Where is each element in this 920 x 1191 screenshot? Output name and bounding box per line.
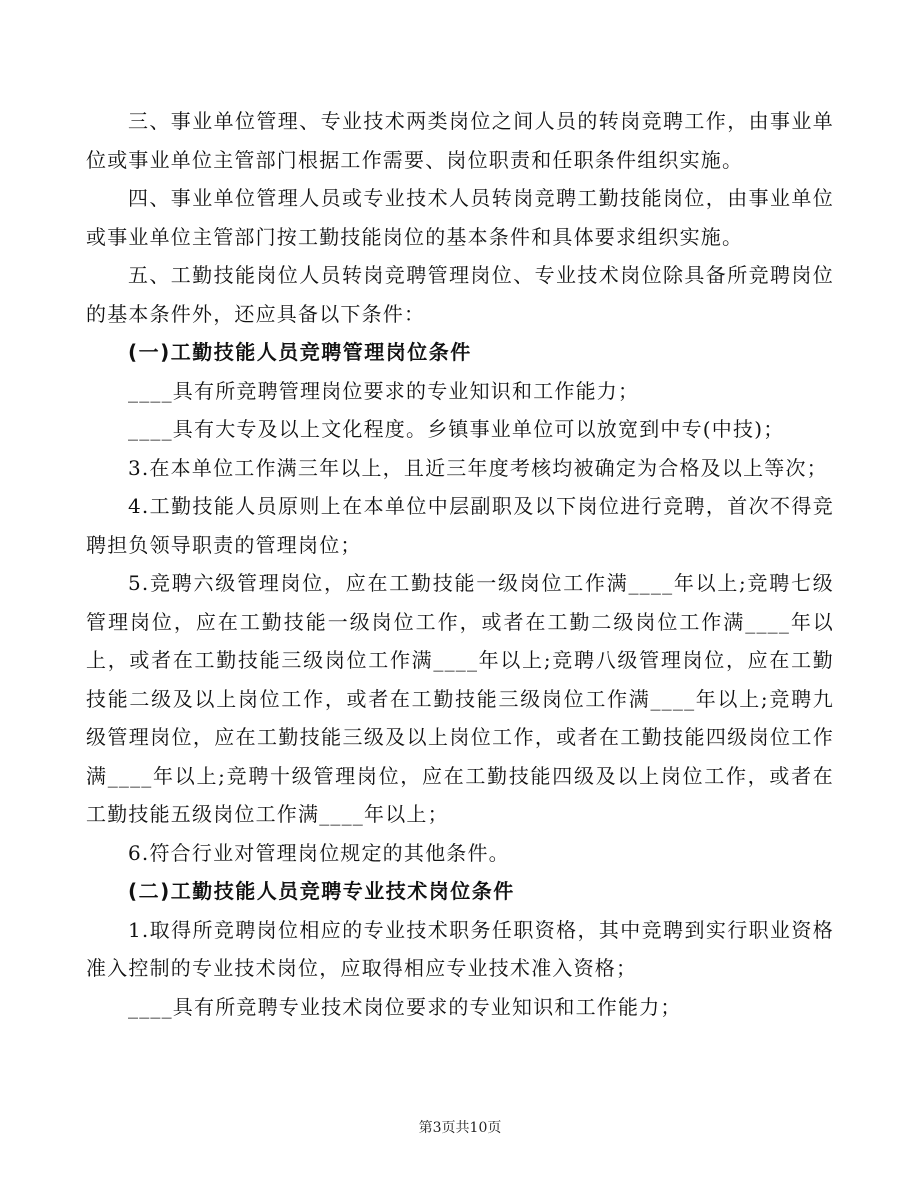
paragraph: 五、工勤技能岗位人员转岗竞聘管理岗位、专业技术岗位除具备所竞聘岗位的基本条件外，还应具备以下条件： bbox=[86, 263, 834, 326]
paragraph: ____具有所竞聘管理岗位要求的专业知识和工作能力； bbox=[128, 378, 640, 403]
section-heading: (一)工勤技能人员竞聘管理岗位条件 bbox=[128, 340, 472, 364]
document-body bbox=[86, 102, 834, 1026]
section-heading: (二)工勤技能人员竞聘专业技术岗位条件 bbox=[128, 879, 515, 903]
paragraph: 4.工勤技能人员原则上在本单位中层副职及以下岗位进行竞聘，首次不得竞聘担负领导职责的管理岗位； bbox=[86, 494, 834, 557]
paragraph: 6.符合行业对管理岗位规定的其他条件。 bbox=[128, 840, 510, 865]
paragraph: 1.取得所竞聘岗位相应的专业技术职务任职资格，其中竞聘到实行职业资格准入控制的专业技术岗位，应取得相应专业技术准入资格； bbox=[86, 917, 834, 980]
paragraph: 四、事业单位管理人员或专业技术人员转岗竞聘工勤技能岗位，由事业单位或事业单位主管部门按工勤技能岗位的基本条件和具体要求组织实施。 bbox=[86, 186, 834, 249]
paragraph: ____具有所竞聘专业技术岗位要求的专业知识和工作能力； bbox=[128, 994, 682, 1019]
paragraph: 5.竞聘六级管理岗位，应在工勤技能一级岗位工作满____年以上;竞聘七级管理岗位，应在工勤技能一级岗位工作，或者在工勤二级岗位工作满____年以上，或者在工勤技能三级岗位工作满____年以上;竞聘八级管理岗位，应在工勤技能二级及以上岗位工作，或者在工勤技能三级岗位工作满____年以上;竞聘九级管理岗位，应在工勤技能三级及以上岗位工作，或者在工勤技能四级岗位工作满____年以上;竞聘十级管理岗位，应在工勤技能四级及以上岗位工作，或者在工勤技能五级岗位工作满____年以上； bbox=[86, 571, 834, 826]
paragraph: 3.在本单位工作满三年以上，且近三年度考核均被确定为合格及以上等次； bbox=[128, 455, 828, 480]
paragraph: ____具有大专及以上文化程度。乡镇事业单位可以放宽到中专(中技)； bbox=[128, 417, 785, 441]
page-number: 第3页共10页 bbox=[418, 1120, 502, 1136]
paragraph: 三、事业单位管理、专业技术两类岗位之间人员的转岗竞聘工作，由事业单位或事业单位主管部门根据工作需要、岗位职责和任职条件组织实施。 bbox=[86, 109, 834, 172]
